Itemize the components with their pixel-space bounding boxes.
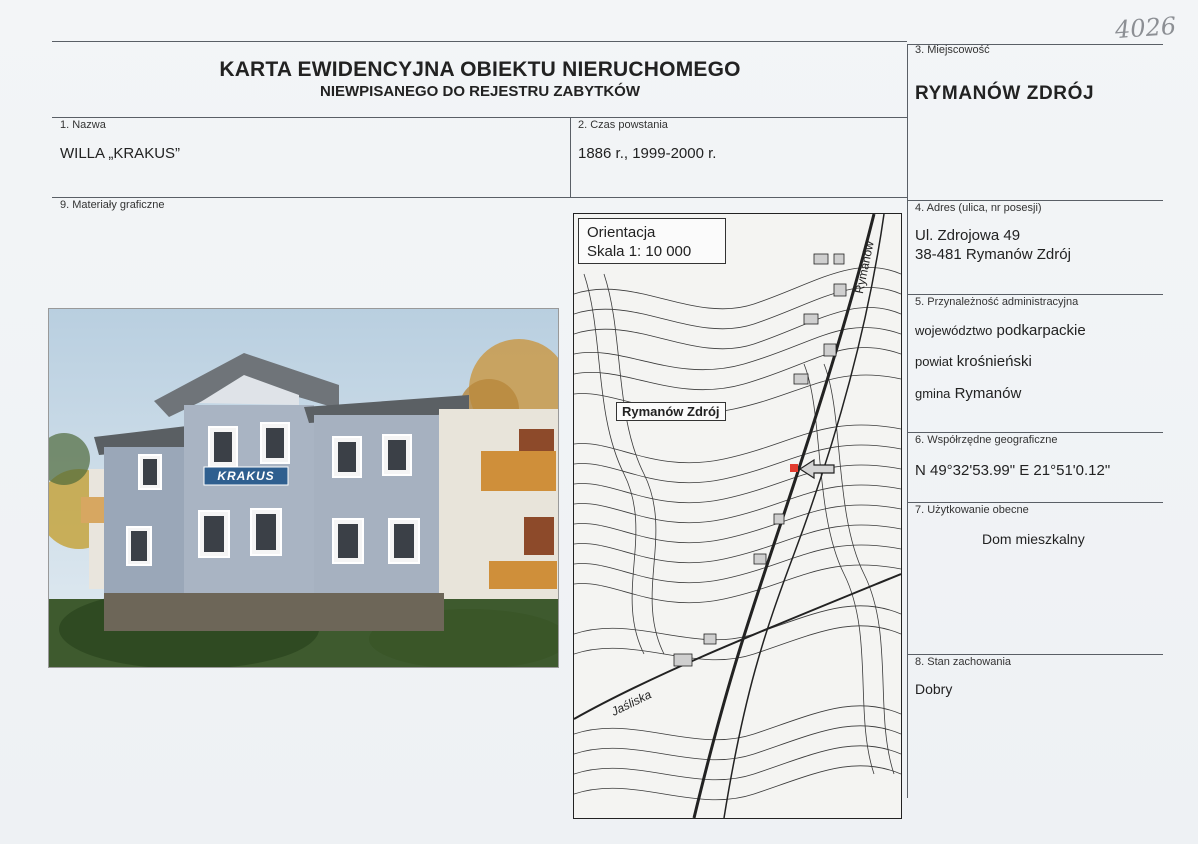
handwritten-number: 4026 bbox=[1114, 11, 1177, 45]
county-prefix: powiat bbox=[915, 354, 953, 369]
map-orientation: Orientacja bbox=[587, 224, 656, 241]
voivodeship-row bbox=[915, 322, 1086, 339]
card-title: KARTA EWIDENCYJNA OBIEKTU NIERUCHOMEGO bbox=[219, 58, 741, 81]
top-border bbox=[52, 41, 907, 42]
commune-prefix: gmina bbox=[915, 386, 951, 401]
coords-value: N 49°32'53.99" E 21°51'0.12" bbox=[915, 462, 1111, 479]
county-row bbox=[915, 353, 1032, 370]
divider-name bbox=[52, 197, 907, 198]
vertical-divider-mid bbox=[570, 117, 571, 198]
address-line1: Ul. Zdrojowa 49 bbox=[915, 227, 1021, 244]
date-label: 2. Czas powstania bbox=[578, 119, 668, 131]
divider-address bbox=[907, 294, 1163, 295]
county-value: krośnieński bbox=[956, 353, 1032, 370]
coords-label: 6. Współrzędne geograficzne bbox=[915, 434, 1058, 446]
map-street-label-2: Jaśliska bbox=[609, 687, 654, 719]
divider-usage bbox=[907, 654, 1163, 655]
admin-label: 5. Przynależność administracyjna bbox=[915, 296, 1079, 308]
address-line2: 38-481 Rymanów Zdrój bbox=[915, 246, 1071, 263]
place-value: RYMANÓW ZDRÓJ bbox=[915, 83, 1095, 104]
name-value: WILLA „KRAKUS” bbox=[60, 145, 181, 162]
villa-photo bbox=[48, 308, 559, 668]
voivodeship-value: podkarpackie bbox=[996, 322, 1086, 339]
divider-admin bbox=[907, 432, 1163, 433]
divider-coords bbox=[907, 502, 1163, 503]
address-label: 4. Adres (ulica, nr posesji) bbox=[915, 202, 1042, 214]
map-city-label: Rymanów Zdrój bbox=[616, 402, 726, 421]
map-scale: Skala 1: 10 000 bbox=[587, 243, 692, 260]
condition-label: 8. Stan zachowania bbox=[915, 656, 1012, 668]
condition-value: Dobry bbox=[915, 681, 953, 697]
card-subtitle: NIEWPISANEGO DO REJESTRU ZABYTKÓW bbox=[319, 83, 641, 100]
usage-label: 7. Użytkowanie obecne bbox=[915, 504, 1029, 516]
map-street-label: Rymanów bbox=[852, 239, 877, 295]
vertical-divider-right bbox=[907, 44, 908, 798]
divider-header bbox=[52, 117, 907, 118]
place-label: 3. Miejscowość bbox=[915, 44, 990, 56]
date-value: 1886 r., 1999-2000 r. bbox=[578, 145, 717, 162]
location-map bbox=[573, 213, 902, 819]
voivodeship-prefix: województwo bbox=[915, 323, 993, 338]
commune-row bbox=[915, 385, 1021, 402]
name-label: 1. Nazwa bbox=[60, 119, 106, 131]
commune-value: Rymanów bbox=[954, 385, 1022, 402]
usage-value: Dom mieszkalny bbox=[982, 531, 1085, 547]
villa-sign: KRAKUS bbox=[217, 469, 275, 483]
divider-place bbox=[907, 200, 1163, 201]
map-legend bbox=[578, 218, 726, 264]
graphics-label: 9. Materiały graficzne bbox=[60, 199, 165, 211]
